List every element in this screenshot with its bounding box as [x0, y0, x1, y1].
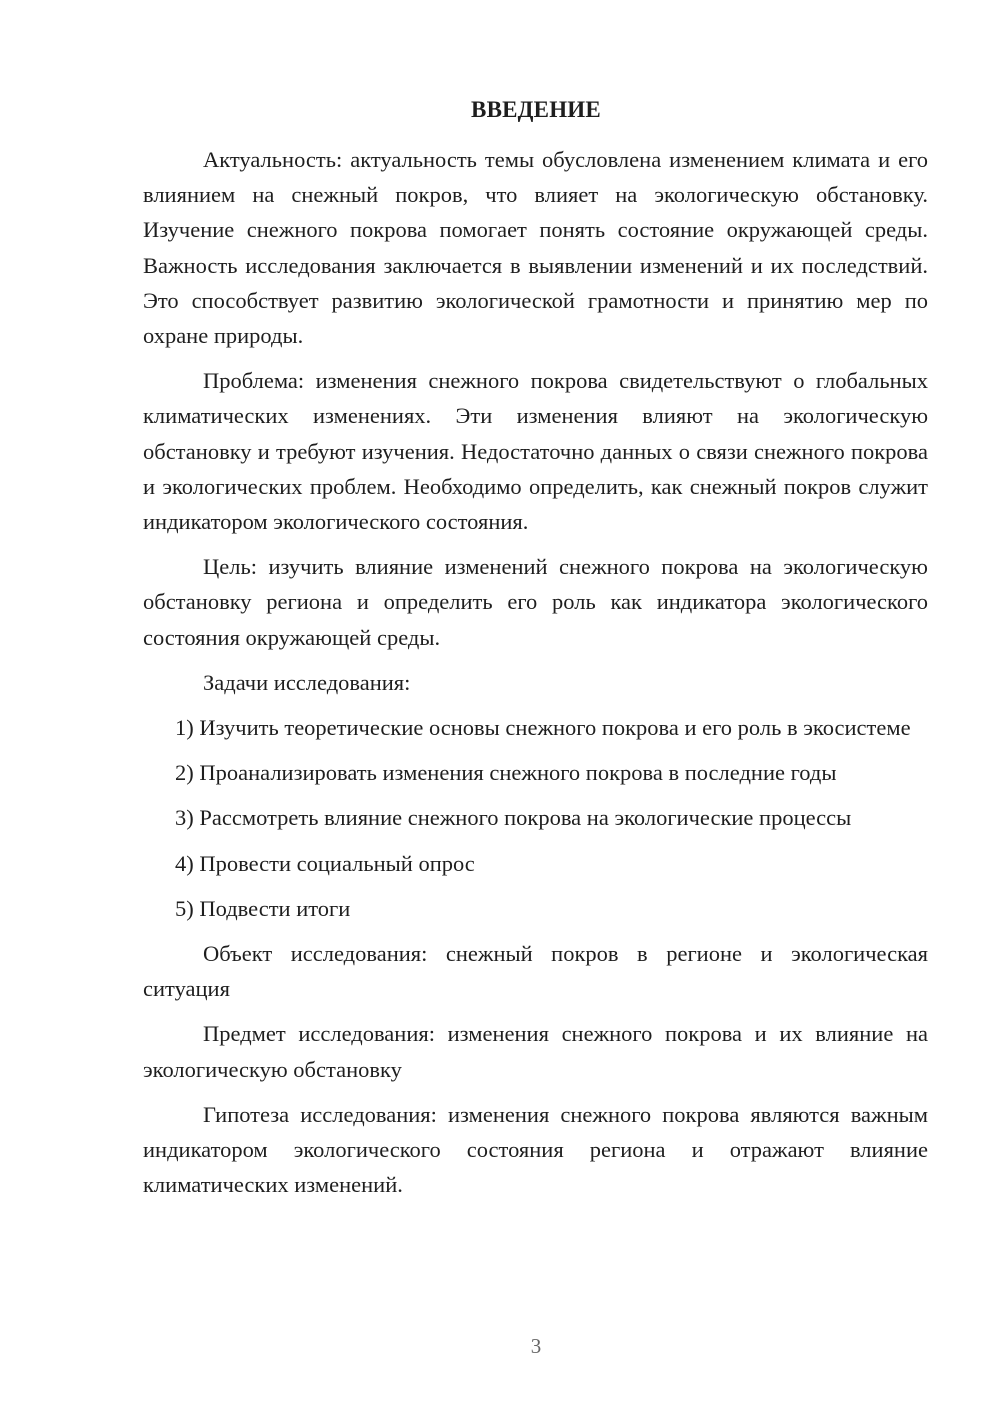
- paragraph-goal: Цель: изучить влияние изменений снежного покрова на экологическую обстановку региона и определить его роль как индикатора экологического состояния окружающей среды.: [143, 554, 928, 650]
- paragraph-relevance: Актуальность: актуальность темы обусловлена изменением климата и его влиянием на снежный покров, что влияет на экологическую обстановку. Изучение снежного покрова помогает понять состояние окружающей среды. Важность исследования заключается в выявлении изменений и их последствий. Это способствует развитию экологической грамотности и принятию мер по охране природы.: [143, 147, 928, 349]
- page-number: 3: [530, 1334, 542, 1358]
- page-title: ВВЕДЕНИЕ: [471, 97, 601, 122]
- document-body: [143, 142, 928, 1202]
- paragraph-hypothesis: Гипотеза исследования: изменения снежного покрова являются важным индикатором экологического состояния региона и отражают влияние климатических изменений.: [143, 1101, 928, 1198]
- list-item: 2) Проанализировать изменения снежного покрова в последние годы: [175, 760, 837, 786]
- list-item: 4) Провести социальный опрос: [175, 850, 475, 876]
- paragraph-subject: Предмет исследования: изменения снежного покрова и их влияние на экологическую обстановку: [143, 1021, 928, 1082]
- list-item: 3) Рассмотреть влияние снежного покрова на экологические процессы: [175, 805, 852, 831]
- list-item: 1) Изучить теоретические основы снежного покрова и его роль в экосистеме: [175, 715, 911, 741]
- list-item: 5) Подвести итоги: [175, 895, 351, 921]
- paragraph-tasks-heading: Задачи исследования:: [203, 669, 411, 695]
- paragraph-problem: Проблема: изменения снежного покрова свидетельствуют о глобальных климатических изменениях. Эти изменения влияют на экологическую обстановку и требуют изучения. Недостаточно данных о связи снежного покрова и экологических проблем. Необходимо определить, как снежный покров служит индикатором экологического состояния.: [143, 368, 928, 535]
- tasks-list: [143, 710, 928, 926]
- paragraph-object: Объект исследования: снежный покров в регионе и экологическая ситуация: [143, 941, 928, 1002]
